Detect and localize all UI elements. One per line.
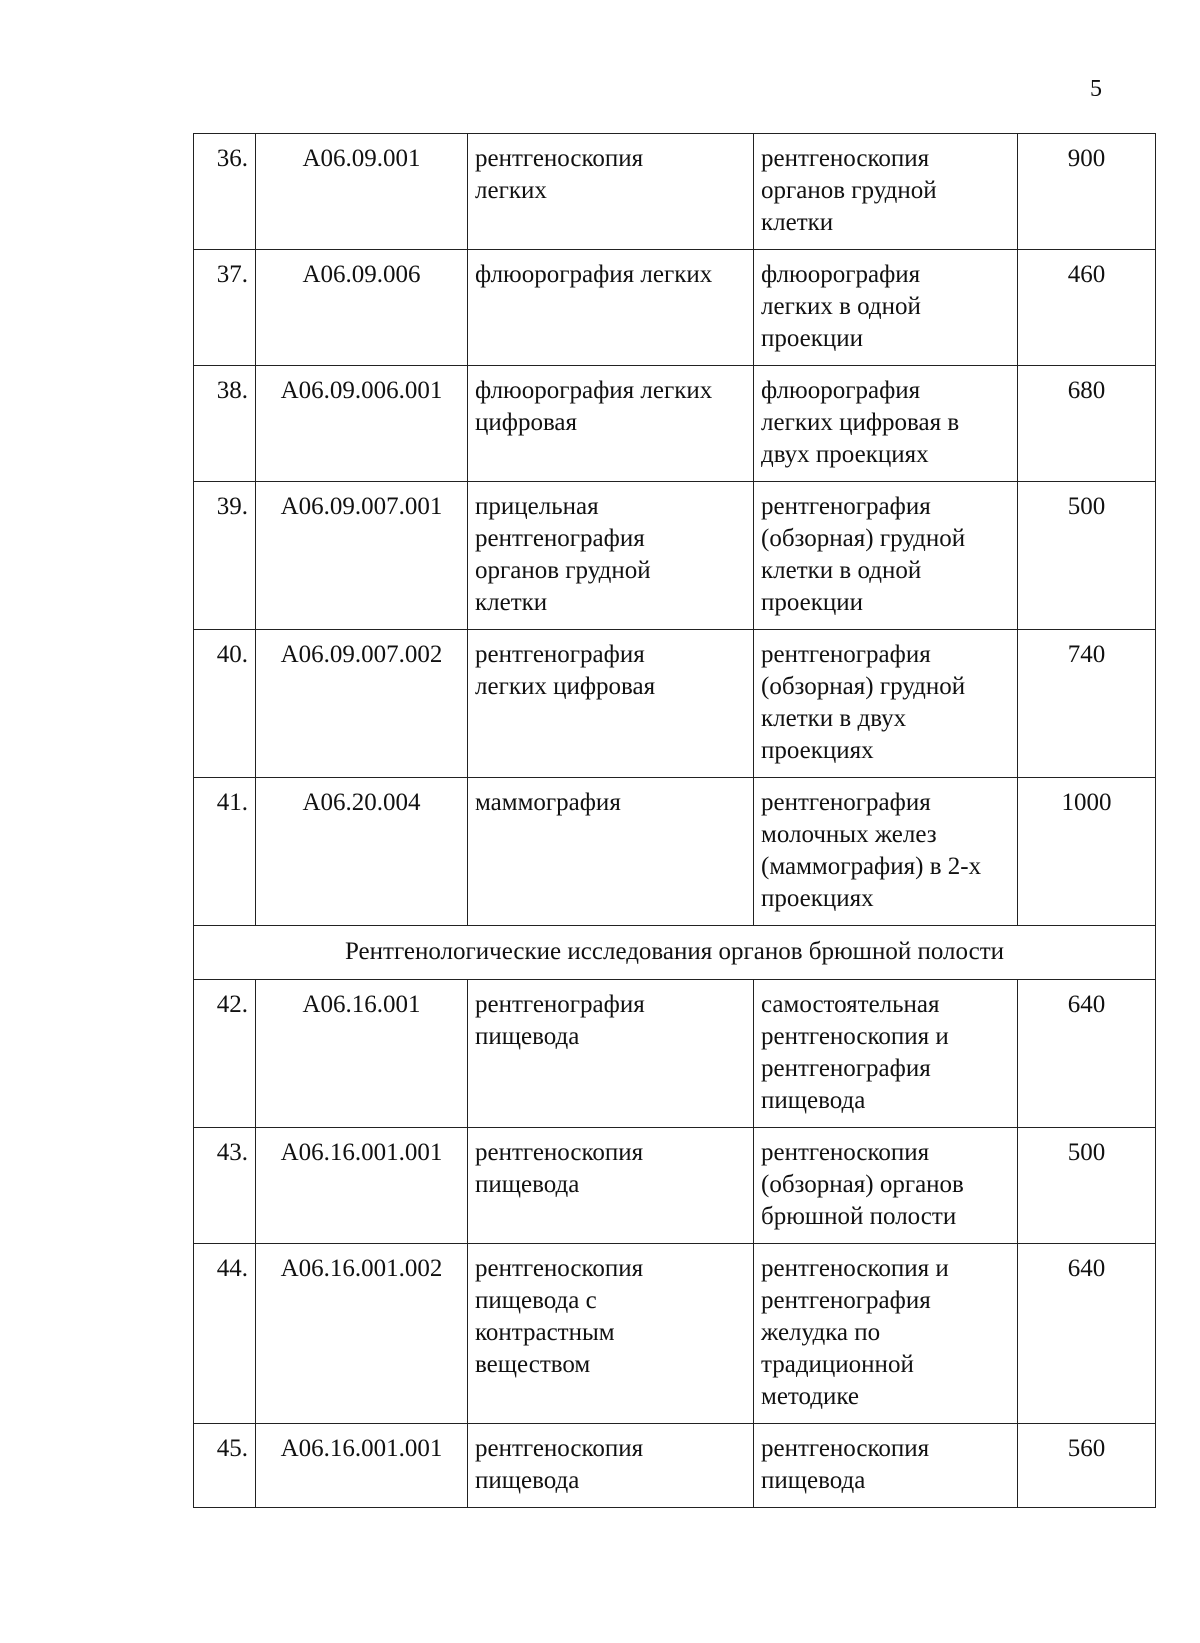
service-code-text: А06.09.001 [302, 145, 421, 172]
service-name [468, 134, 754, 250]
service-price [1018, 250, 1156, 366]
service-price [1018, 1128, 1156, 1244]
service-price [1018, 630, 1156, 778]
row-number [194, 250, 256, 366]
row-number-text: 45. [216, 1435, 248, 1462]
row-number-text: 40. [216, 641, 248, 668]
service-code-text: А06.16.001.002 [280, 1255, 443, 1282]
service-description-text: самостоятельная рентгеноскопия и рентгенография пищевода [761, 991, 949, 1114]
row-number-text: 43. [216, 1139, 248, 1166]
service-price-text: 740 [1067, 641, 1106, 668]
service-description [754, 134, 1018, 250]
table-row [194, 250, 1156, 366]
table-row [194, 778, 1156, 926]
service-name [468, 630, 754, 778]
service-code-text: А06.16.001 [302, 991, 421, 1018]
service-name-text: рентгенография пищевода [475, 991, 645, 1050]
service-name [468, 1128, 754, 1244]
service-code [256, 250, 468, 366]
service-description [754, 250, 1018, 366]
service-description [754, 630, 1018, 778]
service-price [1018, 134, 1156, 250]
service-name [468, 1244, 754, 1424]
service-price [1018, 482, 1156, 630]
row-number-text: 41. [216, 789, 248, 816]
row-number-text: 42. [216, 991, 248, 1018]
service-code [256, 980, 468, 1128]
row-number [194, 134, 256, 250]
service-code [256, 630, 468, 778]
service-description-text: рентгенография (обзорная) грудной клетки в одной проекции [761, 493, 966, 616]
service-description [754, 980, 1018, 1128]
price-table [193, 133, 1156, 1508]
service-description-text: рентгенография (обзорная) грудной клетки в двух проекциях [761, 641, 966, 764]
service-description [754, 1424, 1018, 1508]
table-row [194, 1128, 1156, 1244]
service-name [468, 366, 754, 482]
service-code [256, 1424, 468, 1508]
service-price-text: 640 [1067, 1255, 1106, 1282]
row-number [194, 1244, 256, 1424]
service-price-text: 1000 [1061, 789, 1112, 816]
service-description-text: рентгеноскопия и рентгенография желудка по традиционной методике [761, 1255, 949, 1410]
table-row [194, 134, 1156, 250]
service-name-text: рентгеноскопия пищевода с контрастным веществом [475, 1255, 644, 1378]
service-description-text: рентгеноскопия (обзорная) органов брюшной полости [761, 1139, 964, 1230]
service-code-text: А06.16.001.001 [280, 1139, 443, 1166]
service-code-text: А06.09.007.001 [280, 493, 443, 520]
row-number-text: 39. [216, 493, 248, 520]
service-description-text: рентгеноскопия органов грудной клетки [761, 145, 937, 236]
service-price-text: 560 [1067, 1435, 1106, 1462]
service-description-text: рентгенография молочных желез (маммография) в 2-х проекциях [761, 789, 982, 912]
service-code-text: А06.09.007.002 [280, 641, 443, 668]
service-name [468, 250, 754, 366]
service-price [1018, 366, 1156, 482]
service-price-text: 460 [1067, 261, 1106, 288]
service-description [754, 1128, 1018, 1244]
row-number [194, 482, 256, 630]
service-name-text: рентгеноскопия пищевода [475, 1139, 644, 1198]
table-row [194, 366, 1156, 482]
service-description [754, 778, 1018, 926]
service-description-text: рентгеноскопия пищевода [761, 1435, 930, 1494]
row-number-text: 38. [216, 377, 248, 404]
table-row [194, 1244, 1156, 1424]
service-code-text: А06.09.006 [302, 261, 421, 288]
table-row [194, 1424, 1156, 1508]
service-price [1018, 778, 1156, 926]
service-name-text: маммография [475, 789, 621, 816]
service-name-text: рентгеноскопия легких [475, 145, 644, 204]
service-name [468, 778, 754, 926]
service-price-text: 680 [1067, 377, 1106, 404]
row-number [194, 1424, 256, 1508]
row-number [194, 1128, 256, 1244]
service-code [256, 1128, 468, 1244]
table-body [194, 134, 1156, 1508]
row-number [194, 630, 256, 778]
section-heading-row [194, 926, 1156, 980]
service-code [256, 134, 468, 250]
service-name-text: рентгеноскопия пищевода [475, 1435, 644, 1494]
service-description [754, 1244, 1018, 1424]
service-price-text: 640 [1067, 991, 1106, 1018]
service-description-text: флюорография легких цифровая в двух проекциях [761, 377, 960, 468]
service-price-text: 900 [1067, 145, 1106, 172]
table-row [194, 980, 1156, 1128]
service-code-text: А06.09.006.001 [280, 377, 443, 404]
section-heading: Рентгенологические исследования органов брюшной полости [194, 926, 1156, 980]
service-price-text: 500 [1067, 493, 1106, 520]
table-row [194, 482, 1156, 630]
service-price-text: 500 [1067, 1139, 1106, 1166]
service-code-text: А06.20.004 [302, 789, 421, 816]
row-number-text: 44. [216, 1255, 248, 1282]
service-name-text: прицельная рентгенография органов грудной клетки [475, 493, 651, 616]
service-name [468, 1424, 754, 1508]
service-code-text: А06.16.001.001 [280, 1435, 443, 1462]
row-number [194, 980, 256, 1128]
service-name-text: флюорография легких [475, 261, 713, 288]
service-price [1018, 980, 1156, 1128]
service-name-text: рентгенография легких цифровая [475, 641, 656, 700]
service-description [754, 482, 1018, 630]
service-code [256, 366, 468, 482]
table-row [194, 630, 1156, 778]
service-code [256, 482, 468, 630]
service-code [256, 778, 468, 926]
row-number [194, 778, 256, 926]
row-number-text: 37. [216, 261, 248, 288]
service-name [468, 980, 754, 1128]
service-price [1018, 1424, 1156, 1508]
service-name-text: флюорография легких цифровая [475, 377, 713, 436]
service-description [754, 366, 1018, 482]
service-description-text: флюорография легких в одной проекции [761, 261, 921, 352]
service-code [256, 1244, 468, 1424]
row-number [194, 366, 256, 482]
row-number-text: 36. [216, 145, 248, 172]
service-price [1018, 1244, 1156, 1424]
page-number: 5 [1090, 76, 1102, 102]
service-name [468, 482, 754, 630]
